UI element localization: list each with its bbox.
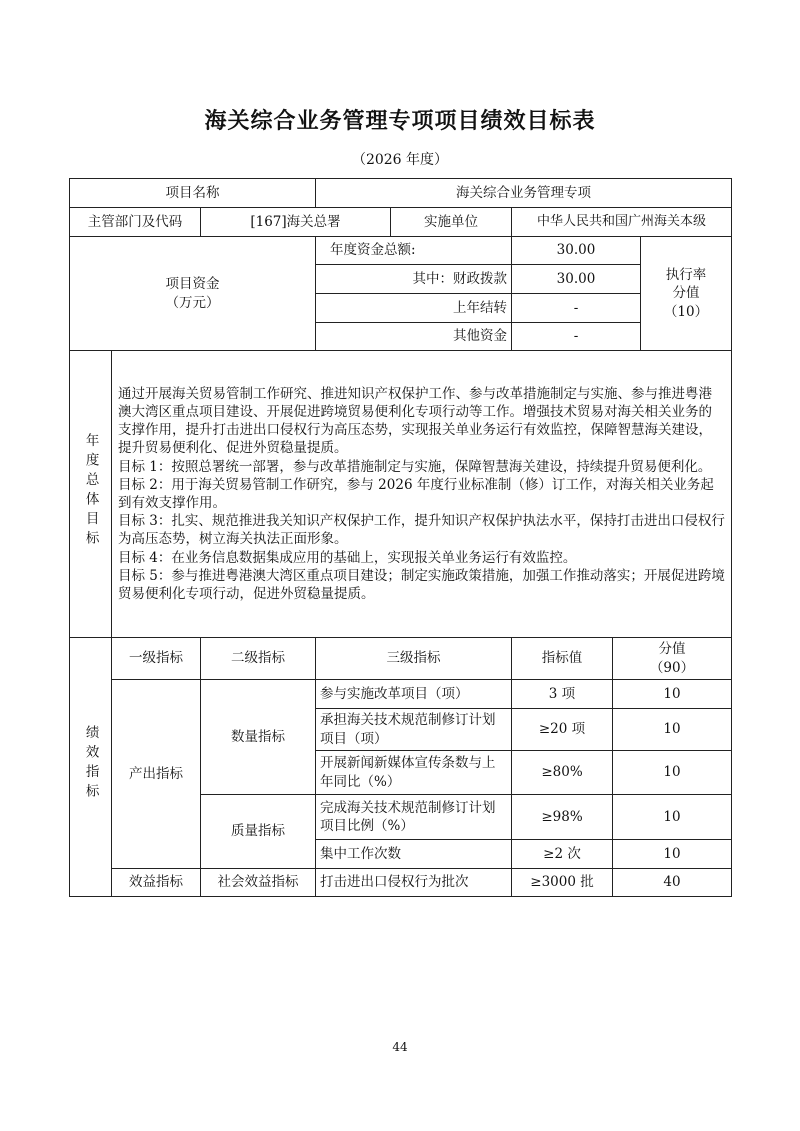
goal-item-3: 目标 3：扎实、规范推进我关知识产权保护工作，提升知识产权保护执法水平，保持打击进出口侵权行为高压态势，树立海关执法正面形象。 — [118, 513, 725, 548]
performance-label: 绩效指标 — [82, 725, 99, 804]
execution-rate-line2: 分值 — [672, 285, 700, 302]
funds-row-1 — [70, 237, 732, 265]
indicator-score: 10 — [613, 751, 732, 795]
department-row — [70, 208, 732, 237]
indicator-score: 10 — [613, 709, 732, 751]
indicator-value: ≥20 项 — [512, 709, 613, 751]
goal-item-5: 目标 5：参与推进粤港澳大湾区重点项目建设；制定实施政策措施，加强工作推动落实；开展促进跨境贸易便利化专项行动，促进外贸稳量提质。 — [118, 567, 725, 603]
header-level2: 二级指标 — [201, 638, 316, 680]
project-name-value: 海关综合业务管理专项 — [316, 179, 732, 208]
funds-label-line2: （万元） — [165, 294, 220, 311]
header-score-line2: （90） — [649, 659, 695, 676]
indicator-value: 3 项 — [512, 680, 613, 709]
annual-goal-label: 年度总体目标 — [82, 432, 99, 550]
indicator-name: 打击进出口侵权行为批次 — [316, 869, 512, 897]
funds-total-value: 30.00 — [512, 237, 641, 265]
funds-other-label: 其他资金 — [316, 323, 512, 351]
page-number: 44 — [392, 1040, 408, 1054]
goal-item-1: 目标 1：按照总署统一部署，参与改革措施制定与实施，保障智慧海关建设，持续提升贸易便利化。 — [118, 458, 712, 475]
execution-rate-cell — [641, 237, 732, 351]
performance-target-table — [69, 178, 732, 897]
funds-label — [70, 237, 316, 351]
execution-rate-line3: （10） — [663, 303, 709, 320]
header-score-line1: 分值 — [658, 641, 686, 658]
performance-label-cell — [70, 638, 112, 897]
goal-item-2: 目标 2：用于海关贸易管制工作研究，参与 2026 年度行业标准制（修）订工作，对海关相关业务起到有效支撑作用。 — [118, 476, 714, 511]
funds-carryover-value: - — [512, 294, 641, 323]
indicator-score: 10 — [613, 840, 732, 869]
funds-fiscal-value: 30.00 — [512, 265, 641, 294]
benefit-indicator-label: 效益指标 — [112, 869, 201, 897]
indicator-value: ≥80% — [512, 751, 613, 795]
document-subtitle: （2026 年度） — [351, 152, 449, 168]
funds-label-line1: 项目资金 — [165, 276, 220, 293]
funds-total-label: 年度资金总额: — [316, 237, 512, 265]
indicator-header-row — [70, 638, 732, 680]
indicator-name: 集中工作次数 — [316, 840, 512, 869]
quality-indicator-label: 质量指标 — [201, 795, 316, 869]
indicator-name: 完成海关技术规范制修订计划项目比例（%） — [316, 795, 512, 840]
implementing-unit-label: 实施单位 — [391, 208, 512, 237]
annual-goal-label-cell — [70, 351, 112, 638]
document-title: 海关综合业务管理专项项目绩效目标表 — [204, 108, 596, 134]
indicator-name: 参与实施改革项目（项） — [316, 680, 512, 709]
output-indicator-label: 产出指标 — [112, 680, 201, 869]
funds-other-value: - — [512, 323, 641, 351]
indicator-score: 10 — [613, 680, 732, 709]
header-score — [613, 638, 732, 680]
funds-carryover-label: 上年结转 — [316, 294, 512, 323]
quantity-indicator-label: 数量指标 — [201, 680, 316, 795]
indicator-score: 10 — [613, 795, 732, 840]
table-row — [70, 680, 732, 709]
table-row — [70, 869, 732, 897]
funds-fiscal-label: 其中：财政拨款 — [316, 265, 512, 294]
project-name-row — [70, 179, 732, 208]
header-level3: 三级指标 — [316, 638, 512, 680]
header-value: 指标值 — [512, 638, 613, 680]
annual-goal-content — [112, 351, 732, 638]
implementing-unit-value: 中华人民共和国广州海关本级 — [512, 208, 732, 237]
annual-goal-row — [70, 351, 732, 638]
header-level1: 一级指标 — [112, 638, 201, 680]
indicator-name: 承担海关技术规范制修订计划项目（项） — [316, 709, 512, 751]
indicator-name: 开展新闻新媒体宣传条数与上年同比（%） — [316, 751, 512, 795]
indicator-value: ≥3000 批 — [512, 869, 613, 897]
social-benefit-label: 社会效益指标 — [201, 869, 316, 897]
indicator-value: ≥2 次 — [512, 840, 613, 869]
department-value: [167]海关总署 — [201, 208, 391, 237]
project-name-label: 项目名称 — [70, 179, 316, 208]
goal-item-4: 目标 4：在业务信息数据集成应用的基础上，实现报关单业务运行有效监控。 — [118, 549, 577, 566]
indicator-score: 40 — [613, 869, 732, 897]
goal-summary: 通过开展海关贸易管制工作研究、推进知识产权保护工作、参与改革措施制定与实施、参与推进粤港澳大湾区重点项目建设、开展促进跨境贸易便利化专项行动等工作。增强技术贸易对海关相关业务的支撑作用，提升打击进出口侵权行为高压态势，实现报关单业务运行有效监控，保障智慧海关建设，提升贸易便利化、促进外贸稳量提质。 — [118, 385, 712, 457]
indicator-value: ≥98% — [512, 795, 613, 840]
execution-rate-line1: 执行率 — [665, 267, 707, 284]
department-label: 主管部门及代码 — [70, 208, 201, 237]
